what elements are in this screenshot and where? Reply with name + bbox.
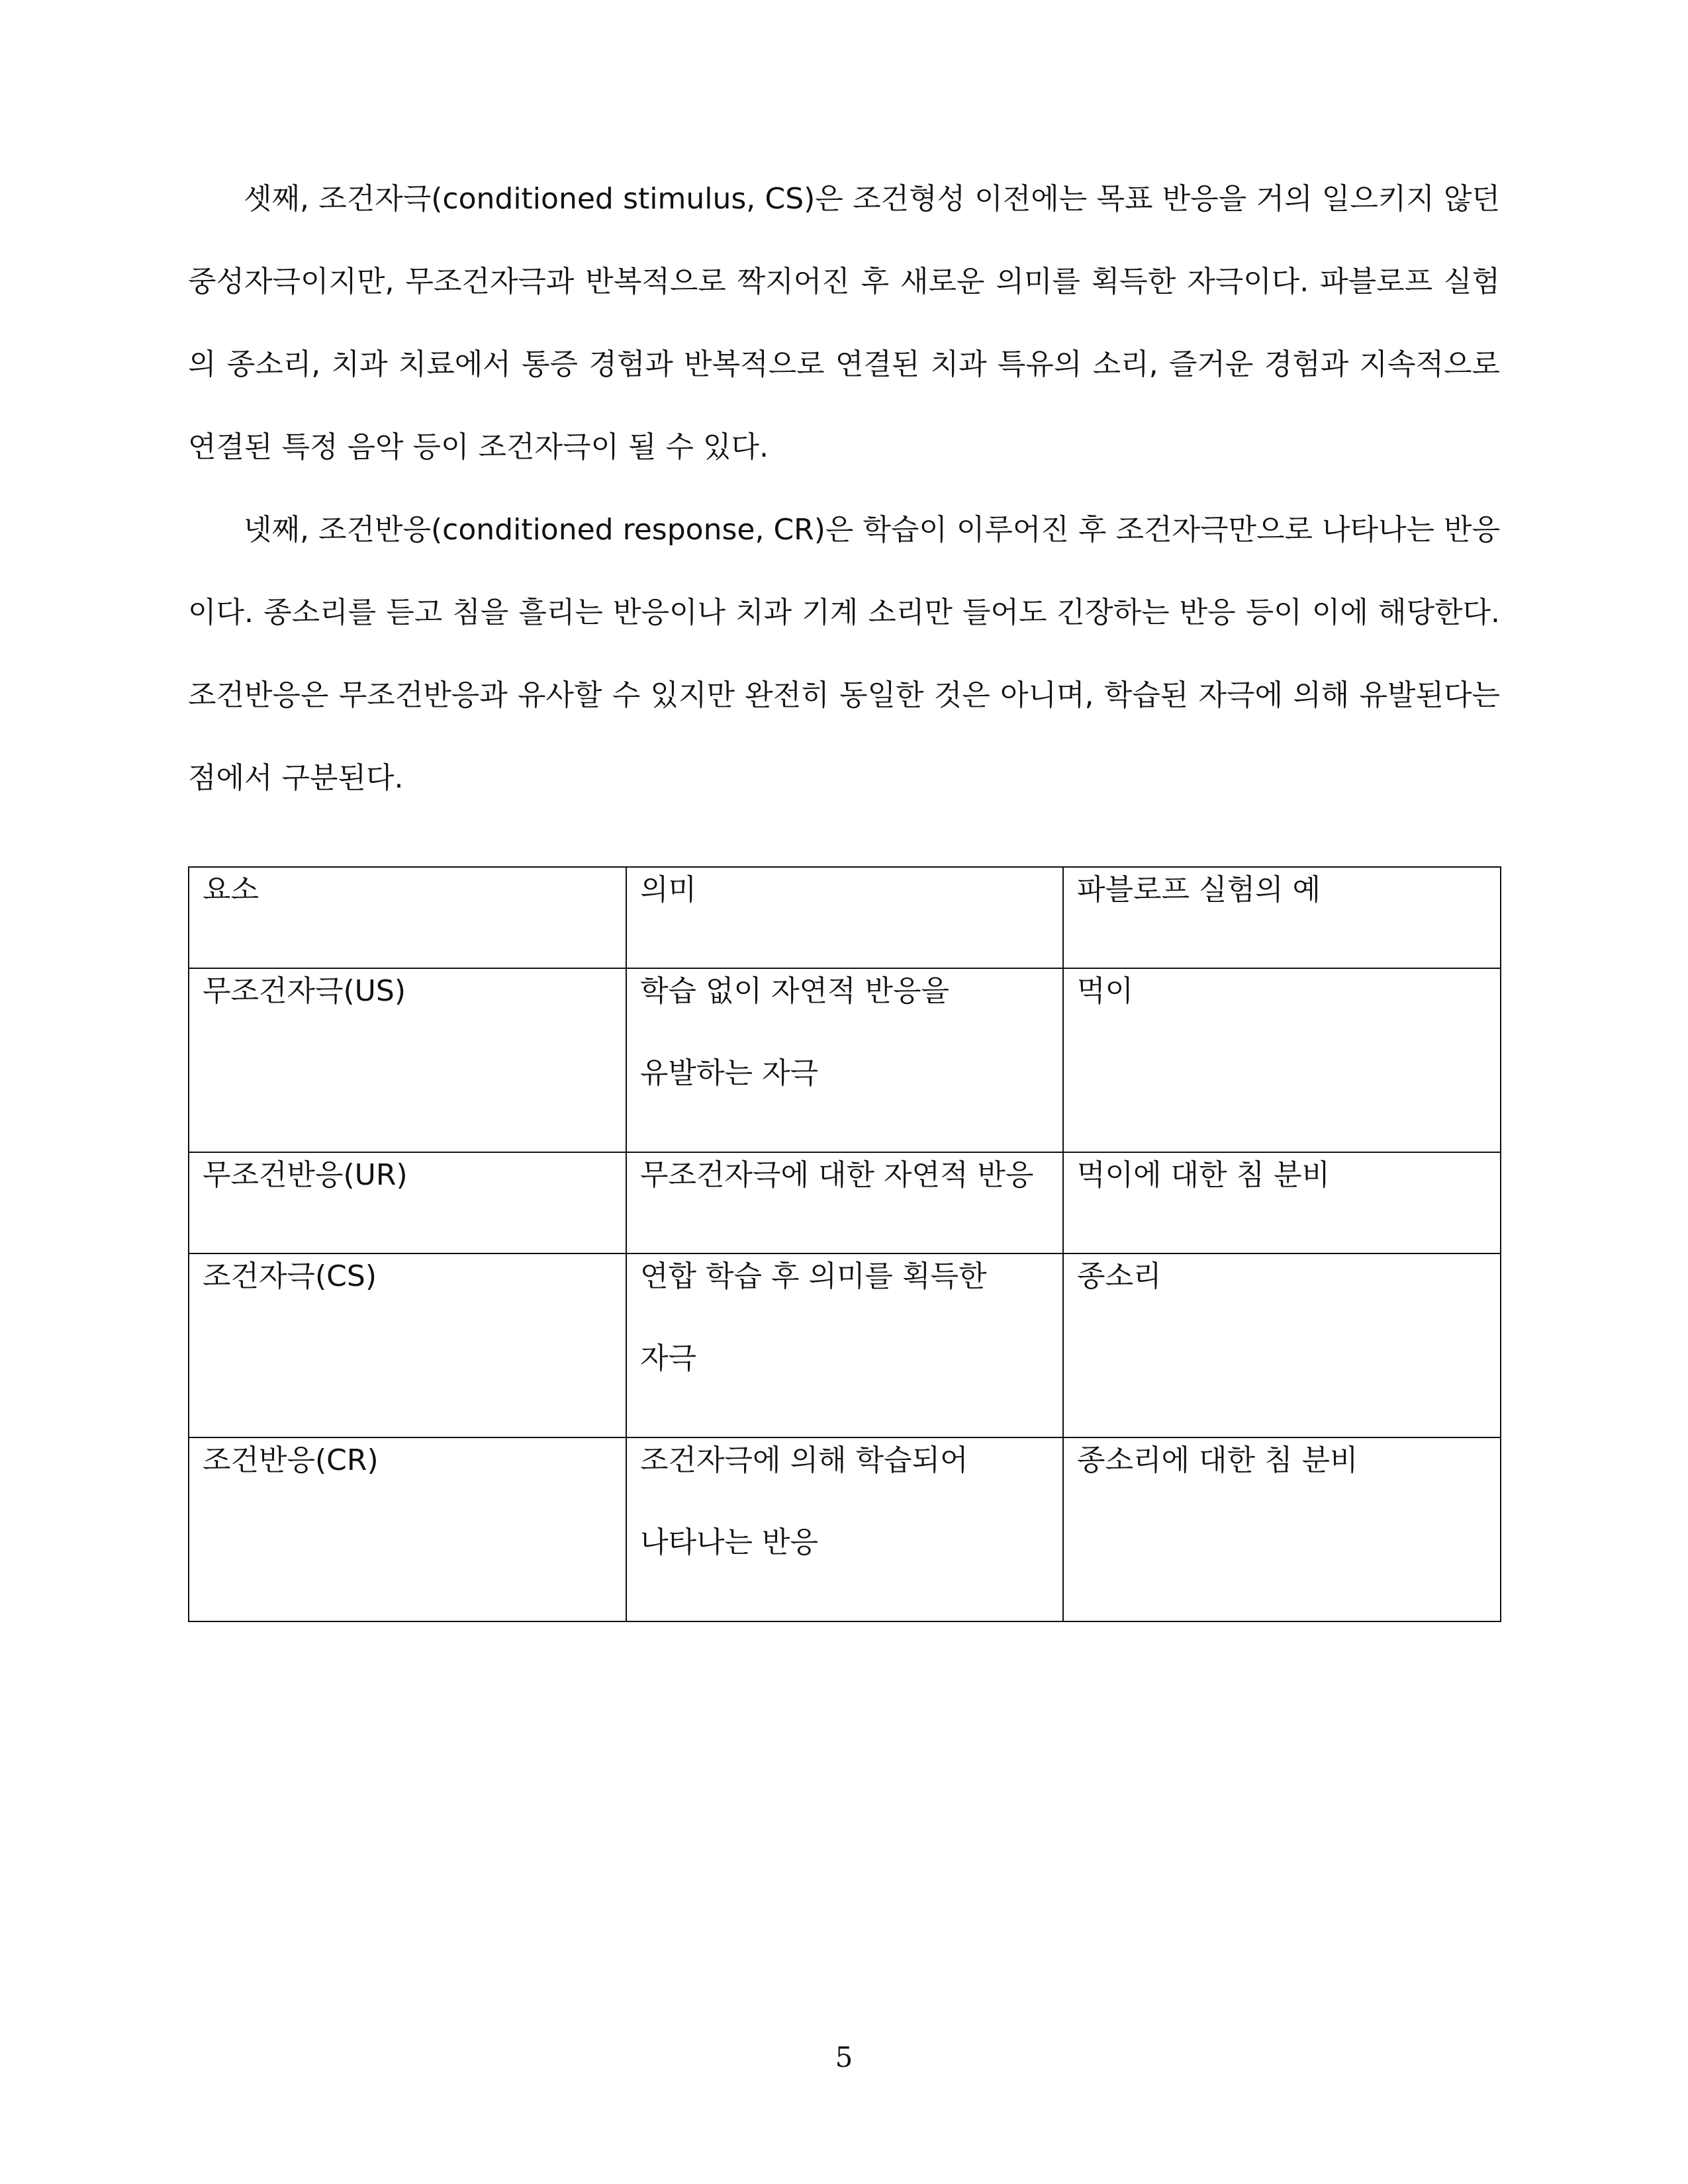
paragraph-conditioned-stimulus: 셋째, 조건자극(conditioned stimulus, CS)은 조건형성 이전에는 목표 반응을 거의 일으키지 않던 중성자극이지만, 무조건자극과 반복적으로 짝지어진 후 새로운 의미를 획득한 자극이다. 파블로프 실험의 종소리, 치과 치료에서 통증 경험과 반복적으로 연결된 치과 특유의 소리, 즐거운 경험과 지속적으로 연결된 특정 음악 등이 조건자극이 될 수 있다. — [188, 182, 1501, 464]
table-cell: 먹이에 대한 침 분비 — [1063, 1152, 1501, 1253]
table-cell: 조건반응(CR) — [189, 1437, 626, 1621]
table-row — [189, 1253, 1501, 1437]
table-header-cell: 의미 — [626, 867, 1063, 968]
paragraph-conditioned-response: 넷째, 조건반응(conditioned response, CR)은 학습이 이루어진 후 조건자극만으로 나타나는 반응이다. 종소리를 듣고 침을 흘리는 반응이나 치과 기계 소리만 들어도 긴장하는 반응 등이 이에 해당한다. 조건반응은 무조건반응과 유사할 수 있지만 완전히 동일한 것은 아니며, 학습된 자극에 의해 유발된다는 점에서 구분된다. — [188, 513, 1500, 795]
table-cell: 연합 학습 후 의미를 획득한 자극 — [626, 1253, 1063, 1437]
table-cell: 먹이 — [1063, 968, 1501, 1152]
body-text — [188, 158, 1500, 819]
table-header-cell: 파블로프 실험의 예 — [1063, 867, 1501, 968]
table-row — [189, 1437, 1501, 1621]
conditioning-elements-table — [188, 866, 1501, 1622]
table-cell: 무조건자극에 대한 자연적 반응 — [626, 1152, 1063, 1253]
table-row — [189, 968, 1501, 1152]
page-number: 5 — [835, 2041, 853, 2073]
table-cell: 학습 없이 자연적 반응을 유발하는 자극 — [626, 968, 1063, 1152]
table-cell: 종소리 — [1063, 1253, 1501, 1437]
table-cell: 조건자극에 의해 학습되어 나타나는 반응 — [626, 1437, 1063, 1621]
table-cell: 무조건반응(UR) — [189, 1152, 626, 1253]
table-header-cell: 요소 — [189, 867, 626, 968]
table-cell: 조건자극(CS) — [189, 1253, 626, 1437]
table-cell: 무조건자극(US) — [189, 968, 626, 1152]
table-cell: 종소리에 대한 침 분비 — [1063, 1437, 1501, 1621]
